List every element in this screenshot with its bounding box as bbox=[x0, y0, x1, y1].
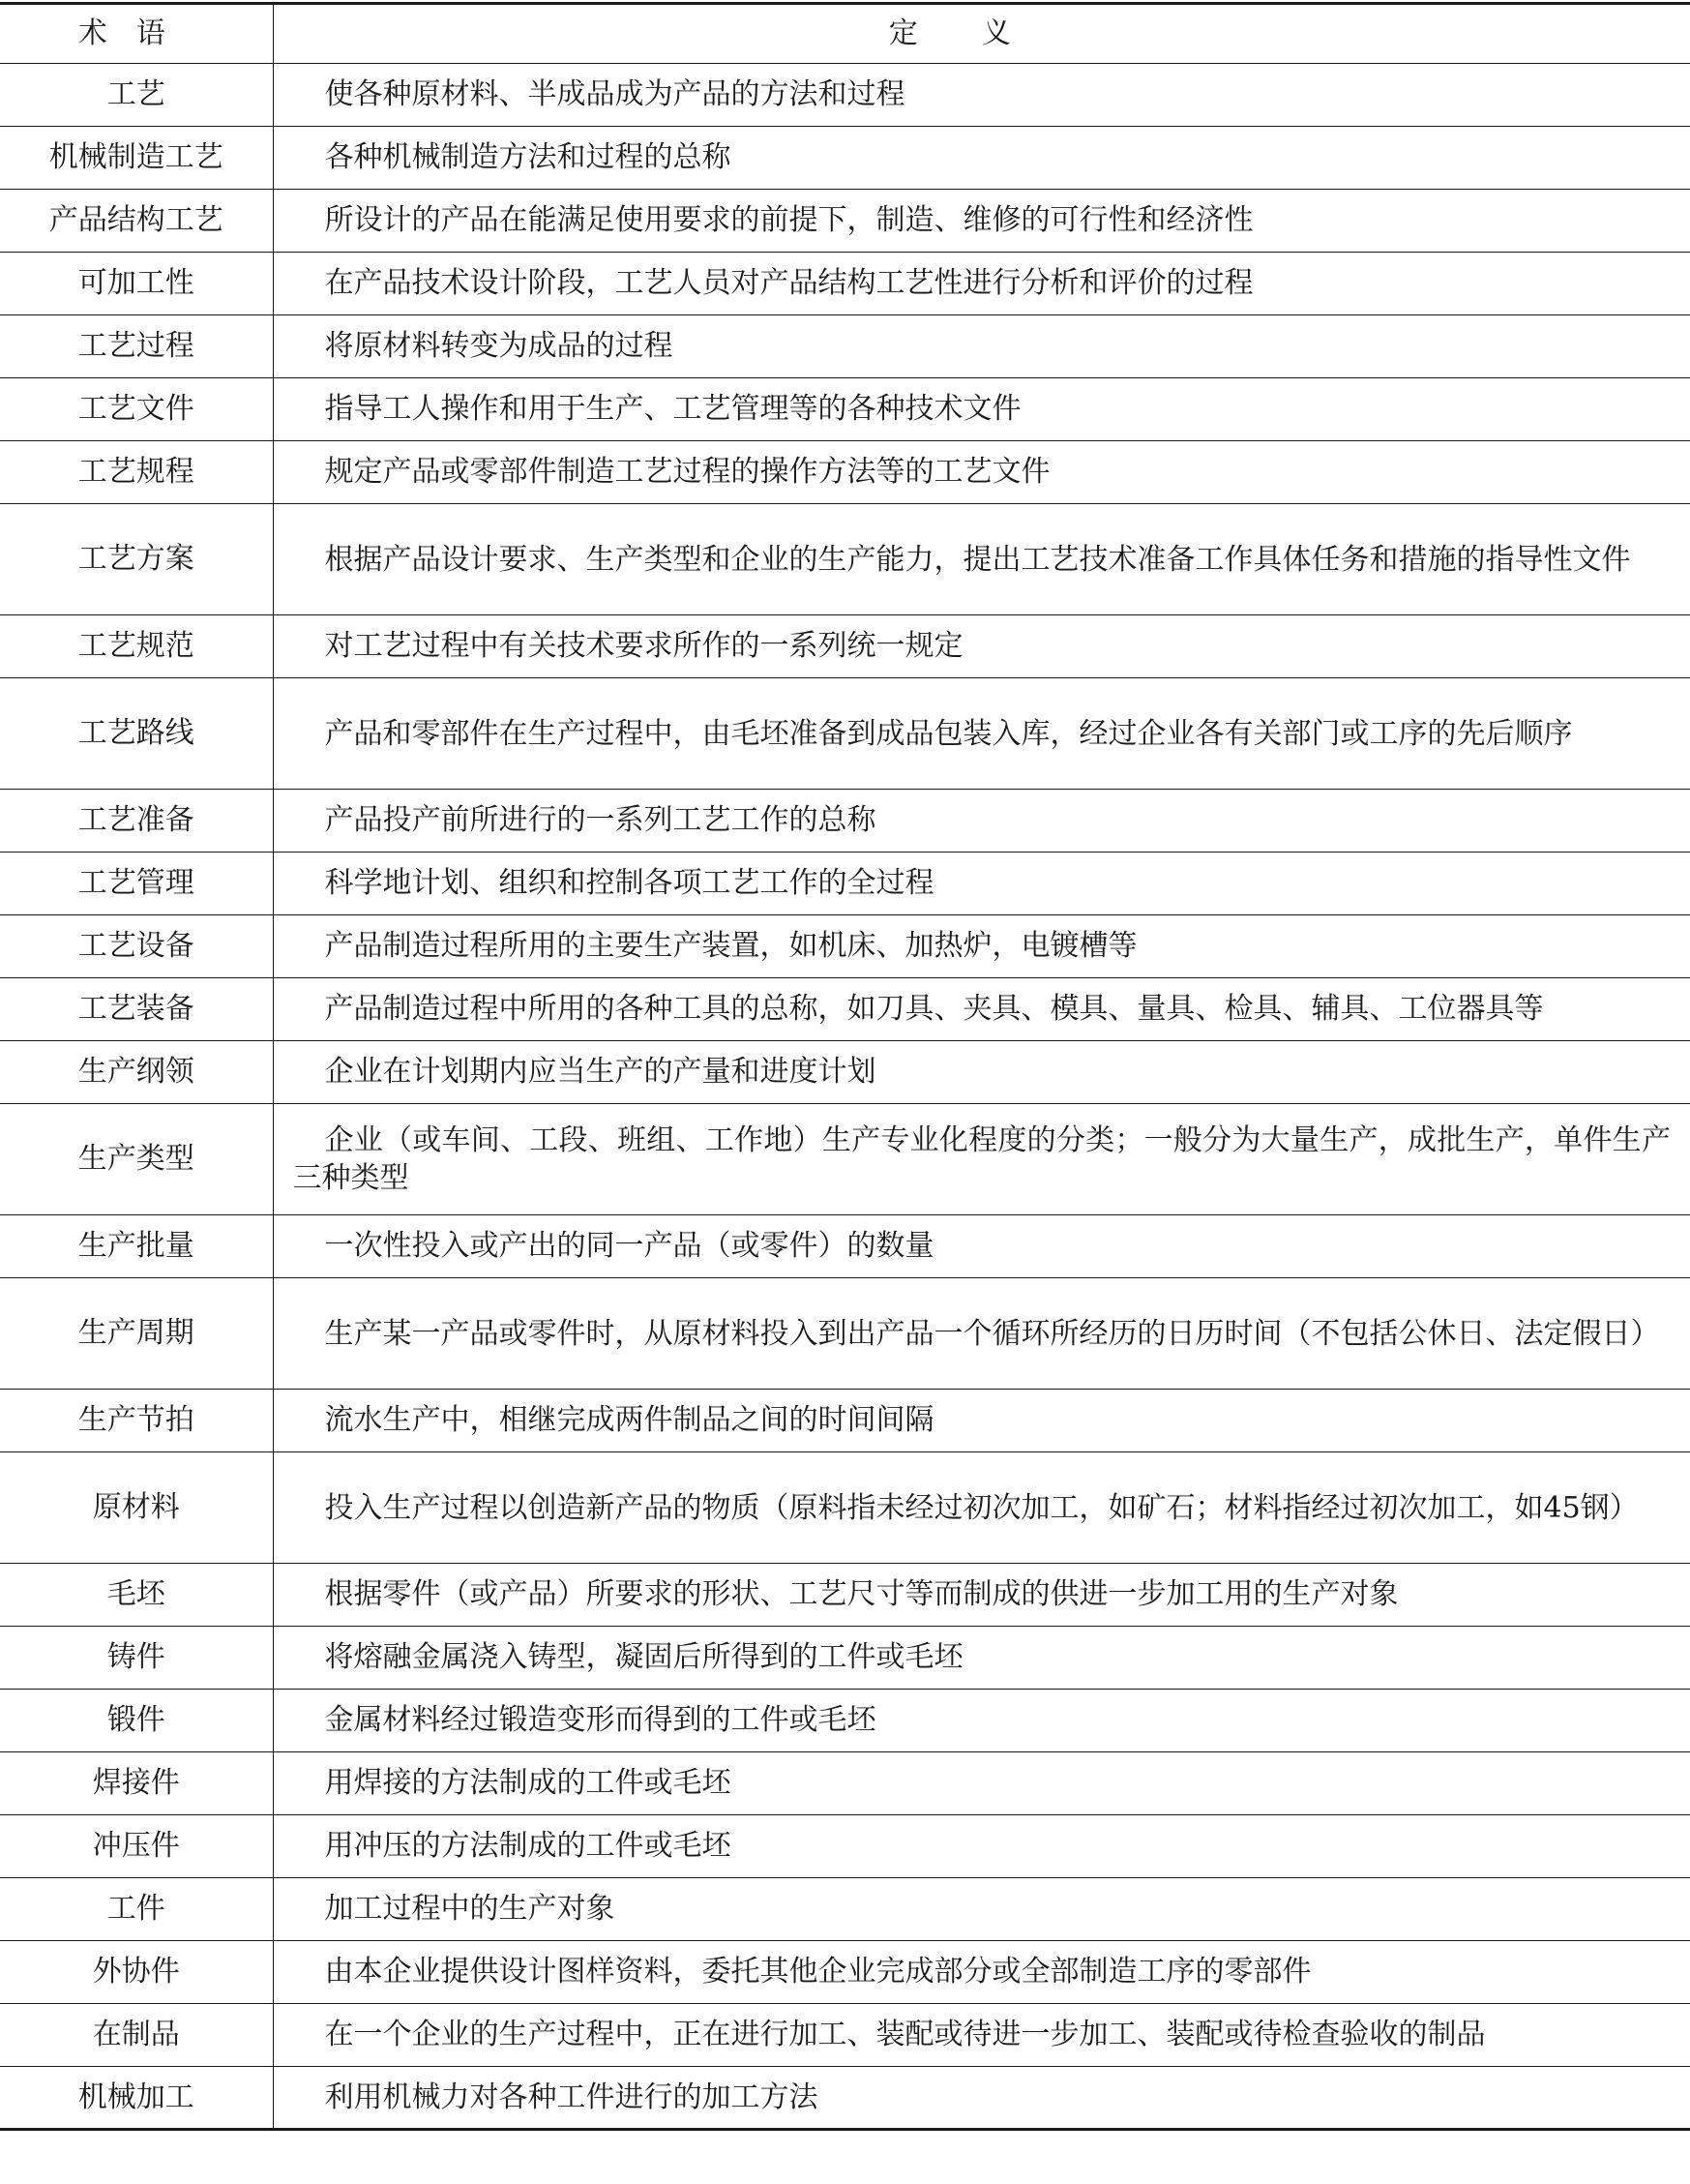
table-row bbox=[0, 678, 1690, 790]
term-cell: 工艺文件 bbox=[0, 378, 273, 441]
table-row bbox=[0, 190, 1690, 253]
table-row bbox=[0, 127, 1690, 190]
term-cell: 原材料 bbox=[0, 1452, 273, 1564]
term-cell: 工艺准备 bbox=[0, 790, 273, 853]
definition-cell: 用冲压的方法制成的工件或毛坯 bbox=[324, 1829, 731, 1864]
term-cell: 铸件 bbox=[0, 1627, 273, 1690]
definition-cell: 企业在计划期内应当生产的产量和进度计划 bbox=[324, 1055, 876, 1090]
term-cell: 生产纲领 bbox=[0, 1041, 273, 1104]
definition-cell: 用焊接的方法制成的工件或毛坯 bbox=[324, 1766, 731, 1801]
table-body bbox=[0, 64, 1690, 2130]
term-cell: 工件 bbox=[0, 1878, 273, 1941]
term-cell: 工艺方案 bbox=[0, 504, 273, 615]
term-cell: 工艺过程 bbox=[0, 315, 273, 378]
terms-table bbox=[0, 2, 1690, 2131]
definition-cell: 金属材料经过锻造变形而得到的工件或毛坯 bbox=[324, 1703, 876, 1738]
table-row bbox=[0, 1452, 1690, 1564]
definition-cell: 根据产品设计要求、生产类型和企业的生产能力，提出工艺技术准备工作具体任务和措施的指导性文件 bbox=[324, 542, 1631, 577]
definition-cell: 科学地计划、组织和控制各项工艺工作的全过程 bbox=[324, 866, 934, 901]
term-cell: 产品结构工艺 bbox=[0, 190, 273, 253]
table-row bbox=[0, 1564, 1690, 1627]
table-row bbox=[0, 1390, 1690, 1452]
term-cell: 可加工性 bbox=[0, 253, 273, 315]
term-cell: 焊接件 bbox=[0, 1752, 273, 1815]
definition-cell: 使各种原材料、半成品成为产品的方法和过程 bbox=[324, 77, 905, 112]
column-header-term: 术语 bbox=[0, 4, 273, 64]
table-row bbox=[0, 1752, 1690, 1815]
table-row bbox=[0, 2004, 1690, 2067]
table-row bbox=[0, 378, 1690, 441]
definition-cell: 投入生产过程以创造新产品的物质（原料指未经过初次加工，如矿石；材料指经过初次加工，如45钢） bbox=[324, 1490, 1639, 1525]
term-cell: 生产批量 bbox=[0, 1215, 273, 1278]
definition-cell: 所设计的产品在能满足使用要求的前提下，制造、维修的可行性和经济性 bbox=[324, 203, 1254, 238]
table-header-row bbox=[0, 4, 1690, 64]
definition-cell: 根据零件（或产品）所要求的形状、工艺尺寸等而制成的供进一步加工用的生产对象 bbox=[324, 1577, 1399, 1612]
term-cell: 工艺规程 bbox=[0, 441, 273, 504]
table-row bbox=[0, 1690, 1690, 1752]
table-row bbox=[0, 315, 1690, 378]
table-row bbox=[0, 504, 1690, 615]
term-cell: 工艺设备 bbox=[0, 915, 273, 978]
term-cell: 锻件 bbox=[0, 1690, 273, 1752]
definition-cell: 规定产品或零部件制造工艺过程的操作方法等的工艺文件 bbox=[324, 455, 1051, 490]
definition-cell: 将熔融金属浇入铸型，凝固后所得到的工件或毛坯 bbox=[324, 1640, 964, 1675]
table-row bbox=[0, 1815, 1690, 1878]
term-cell: 工艺路线 bbox=[0, 678, 273, 790]
definition-cell: 各种机械制造方法和过程的总称 bbox=[324, 140, 731, 175]
definition-cell: 在产品技术设计阶段，工艺人员对产品结构工艺性进行分析和评价的过程 bbox=[324, 266, 1254, 301]
definition-cell: 产品制造过程中所用的各种工具的总称，如刀具、夹具、模具、量具、检具、辅具、工位器具等 bbox=[324, 992, 1544, 1027]
definition-cell: 企业（或车间、工段、班组、工作地）生产专业化程度的分类；一般分为大量生产，成批生产，单件生产三种类型 bbox=[292, 1123, 1671, 1195]
definition-cell: 生产某一产品或零件时，从原材料投入到出产品一个循环所经历的日历时间（不包括公休日、法定假日） bbox=[324, 1316, 1660, 1351]
table-row bbox=[0, 1041, 1690, 1104]
table-row bbox=[0, 790, 1690, 853]
definition-cell: 在一个企业的生产过程中，正在进行加工、装配或待进一步加工、装配或待检查验收的制品 bbox=[324, 2018, 1486, 2052]
table-row bbox=[0, 1627, 1690, 1690]
term-cell: 生产类型 bbox=[0, 1104, 273, 1215]
definition-cell: 对工艺过程中有关技术要求所作的一系列统一规定 bbox=[324, 629, 964, 664]
term-cell: 工艺 bbox=[0, 64, 273, 127]
definition-cell: 一次性投入或产出的同一产品（或零件）的数量 bbox=[324, 1229, 934, 1264]
term-cell: 工艺装备 bbox=[0, 978, 273, 1041]
table-row bbox=[0, 1941, 1690, 2004]
table-row bbox=[0, 1104, 1690, 1215]
definition-cell: 加工过程中的生产对象 bbox=[324, 1892, 615, 1927]
term-cell: 生产周期 bbox=[0, 1278, 273, 1390]
definition-cell: 由本企业提供设计图样资料，委托其他企业完成部分或全部制造工序的零部件 bbox=[324, 1955, 1312, 1990]
table-row bbox=[0, 1878, 1690, 1941]
table-row bbox=[0, 978, 1690, 1041]
definition-cell: 利用机械力对各种工件进行的加工方法 bbox=[324, 2079, 818, 2114]
table-row bbox=[0, 64, 1690, 127]
definition-cell: 产品制造过程所用的主要生产装置，如机床、加热炉，电镀槽等 bbox=[324, 929, 1138, 964]
term-cell: 工艺规范 bbox=[0, 615, 273, 678]
table-row bbox=[0, 853, 1690, 915]
table-row bbox=[0, 915, 1690, 978]
table-row bbox=[0, 1278, 1690, 1390]
definition-cell: 将原材料转变为成品的过程 bbox=[324, 329, 673, 364]
column-header-definition: 定义 bbox=[888, 16, 1075, 51]
definition-cell: 指导工人操作和用于生产、工艺管理等的各种技术文件 bbox=[324, 392, 1022, 427]
definition-cell: 产品和零部件在生产过程中，由毛坯准备到成品包装入库，经过企业各有关部门或工序的先后顺序 bbox=[324, 716, 1573, 751]
table-row bbox=[0, 2067, 1690, 2130]
table-row bbox=[0, 441, 1690, 504]
term-cell: 生产节拍 bbox=[0, 1390, 273, 1452]
term-cell: 毛坯 bbox=[0, 1564, 273, 1627]
term-cell: 在制品 bbox=[0, 2004, 273, 2067]
table-row bbox=[0, 615, 1690, 678]
term-cell: 外协件 bbox=[0, 1941, 273, 2004]
table-row bbox=[0, 1215, 1690, 1278]
definition-cell: 流水生产中，相继完成两件制品之间的时间间隔 bbox=[324, 1403, 934, 1438]
table-row bbox=[0, 253, 1690, 315]
term-cell: 机械加工 bbox=[0, 2067, 273, 2130]
term-cell: 机械制造工艺 bbox=[0, 127, 273, 190]
definition-cell: 产品投产前所进行的一系列工艺工作的总称 bbox=[324, 803, 876, 838]
term-cell: 冲压件 bbox=[0, 1815, 273, 1878]
term-cell: 工艺管理 bbox=[0, 853, 273, 915]
